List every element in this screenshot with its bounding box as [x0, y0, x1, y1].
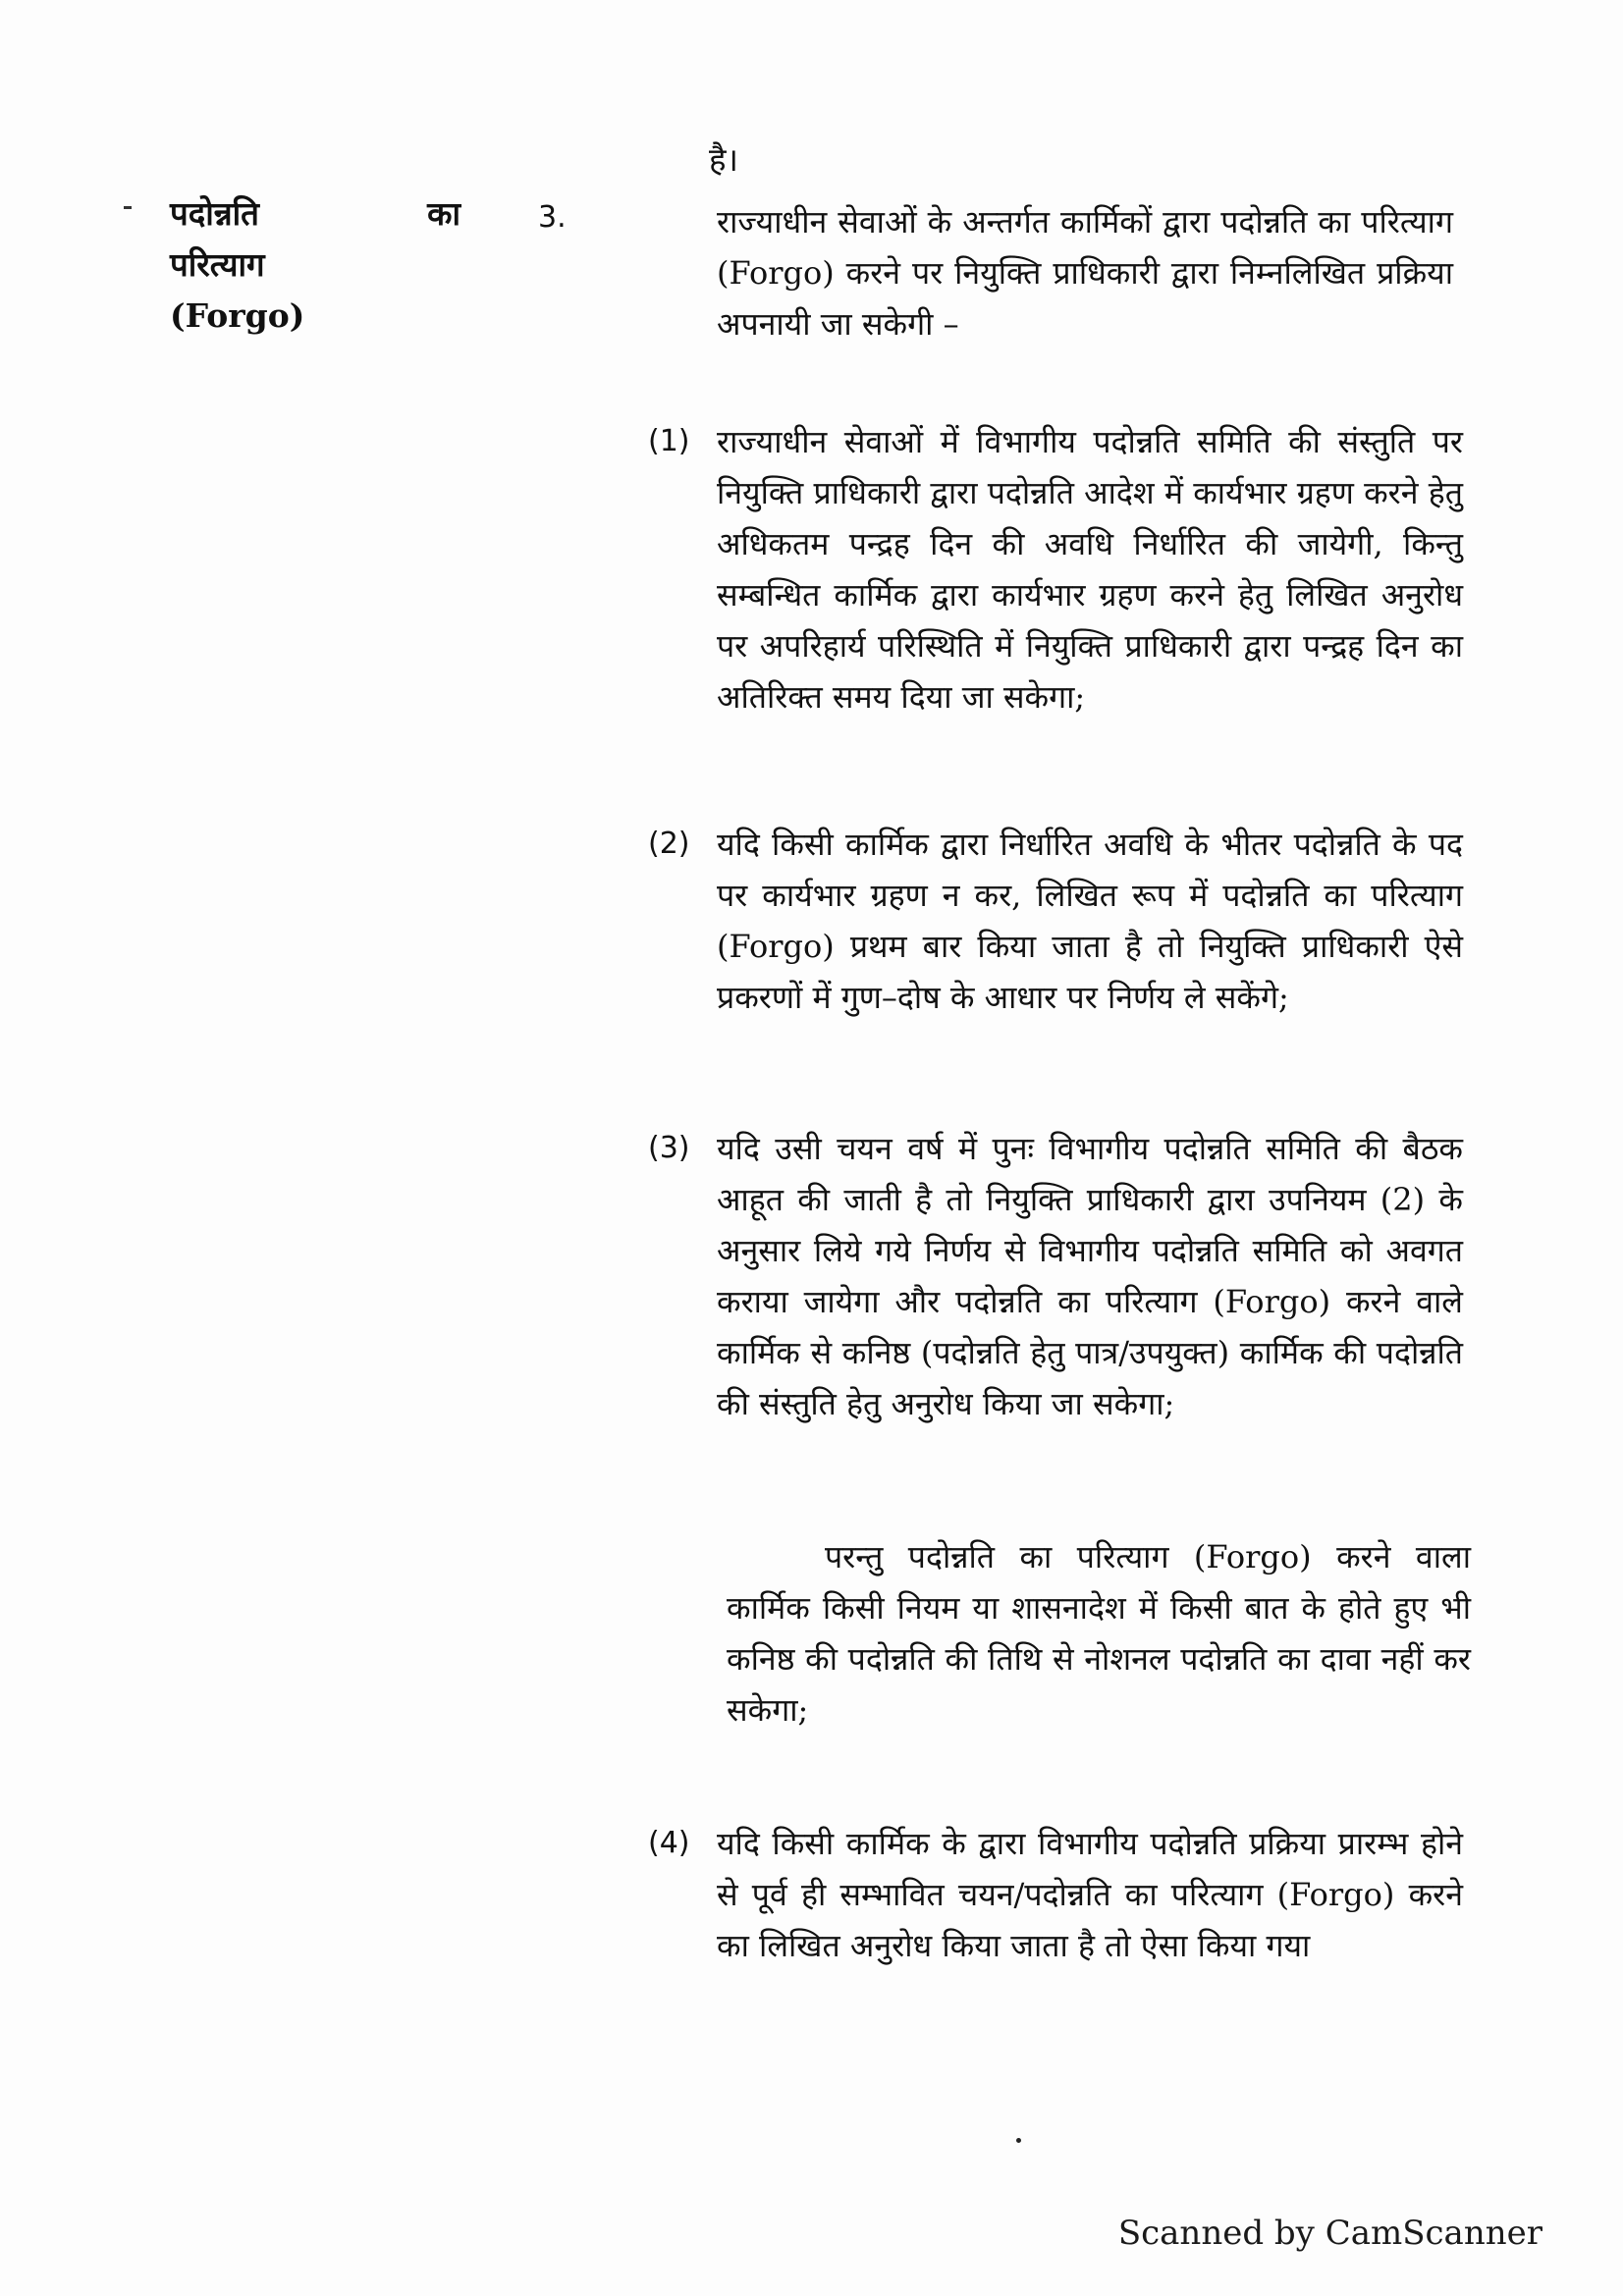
clause-number: (4) [648, 1826, 690, 1860]
proviso-paragraph: परन्तु पदोन्नति का परित्याग (Forgo) करने वाला कार्मिक किसी नियम या शासनादेश में किसी बात के होते हुए भी कनिष्ठ की पदोन्नति की तिथि से नोशनल पदोन्नति का दावा नहीं कर सकेगा; [727, 1538, 1471, 1729]
clause-text: यदि किसी कार्मिक द्वारा निर्धारित अवधि के भीतर पदोन्नति के पद पर कार्यभार ग्रहण न कर, लिखित रूप में पदोन्नति का परित्याग (Forgo) प्रथम बार किया जाता है तो नियुक्ति प्राधिकारी ऐसे प्रकरणों में गुण–दोष के आधार पर निर्णय ले सकेंगे; [717, 826, 1463, 1016]
side-heading-word-2: का [427, 194, 460, 233]
continuation-text: है। [709, 140, 739, 179]
clause-3 [648, 1123, 1463, 1429]
clause-number: (2) [648, 827, 690, 861]
margin-mark [124, 206, 132, 209]
clause-1 [648, 416, 1463, 722]
scanner-watermark: Scanned by CamScanner [1117, 2214, 1542, 2253]
clause-number: (3) [648, 1131, 690, 1165]
side-heading-word-1: पदोन्नति [170, 194, 259, 233]
side-heading-row-1 [170, 188, 460, 240]
clause-text: राज्याधीन सेवाओं में विभागीय पदोन्नति समिति की संस्तुति पर नियुक्ति प्राधिकारी द्वारा पदोन्नति आदेश में कार्यभार ग्रहण करने हेतु अधिकतम पन्द्रह दिन की अवधि निर्धारित की जायेगी, किन्तु सम्बन्धित कार्मिक द्वारा कार्यभार ग्रहण करने हेतु लिखित अनुरोध पर अपरिहार्य परिस्थिति में नियुक्ति प्राधिकारी द्वारा पन्द्रह दिन का अतिरिक्त समय दिया जा सकेगा; [717, 423, 1463, 716]
side-heading-line-3: (Forgo) [170, 296, 305, 335]
clause-4 [648, 1818, 1463, 1971]
side-heading [170, 188, 464, 342]
clause-number: (1) [648, 424, 690, 458]
rule-number: 3. [538, 200, 567, 235]
side-heading-line-2: परित्याग [170, 245, 265, 284]
rule-intro-text: राज्याधीन सेवाओं के अन्तर्गत कार्मिकों द्वारा पदोन्नति का परित्याग (Forgo) करने पर नियुक्ति प्राधिकारी द्वारा निम्नलिखित प्रक्रिया अपनायी जा सकेगी – [717, 203, 1453, 343]
clause-text: यदि उसी चयन वर्ष में पुनः विभागीय पदोन्नति समिति की बैठक आहूत की जाती है तो नियुक्ति प्राधिकारी द्वारा उपनियम (2) के अनुसार लिये गये निर्णय से विभागीय पदोन्नति समिति को अवगत कराया जायेगा और पदोन्नति का परित्याग (Forgo) करने वाले कार्मिक से कनिष्ठ (पदोन्नति हेतु पात्र/उपयुक्त) कार्मिक की पदोन्नति की संस्तुति हेतु अनुरोध किया जा सकेगा; [717, 1130, 1463, 1422]
clause-text: यदि किसी कार्मिक के द्वारा विभागीय पदोन्नति प्रक्रिया प्रारम्भ होने से पूर्व ही सम्भावित चयन/पदोन्नति का परित्याग (Forgo) करने का लिखित अनुरोध किया जाता है तो ऐसा किया गया [717, 1825, 1463, 1964]
stray-dot-mark [1016, 2138, 1021, 2143]
clause-2 [648, 819, 1463, 1023]
